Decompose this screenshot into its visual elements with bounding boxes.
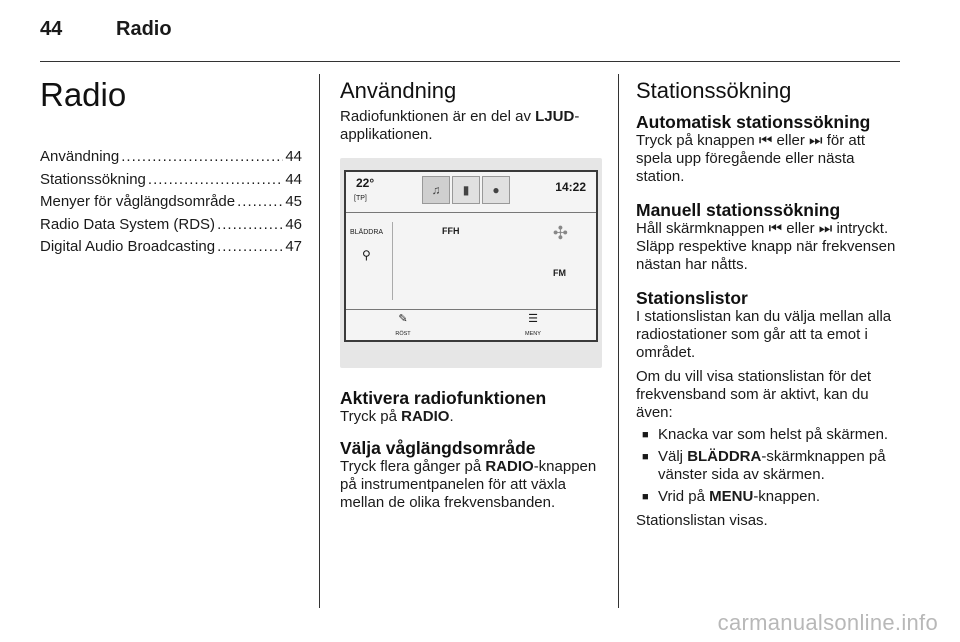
toc-column [40, 74, 302, 261]
status-bar [346, 172, 596, 213]
bottom-bar [346, 309, 596, 340]
toc-entry-page: 44 [285, 148, 302, 165]
toc-entry[interactable] [40, 238, 302, 261]
toc-entry-page: 44 [285, 170, 302, 188]
toc-entry-page: 47 [285, 238, 302, 255]
search-icon: ⚲ [362, 248, 371, 262]
browse-label: BLÄDDRA [350, 229, 384, 236]
list-item-text [658, 488, 820, 506]
lists-text-2: Om du vill visa stationslistan för det frekvensband som är aktivt, kan du även: [636, 368, 872, 421]
list-item-bold: BLÄDDRA [687, 448, 762, 465]
auto-text [636, 132, 904, 186]
phone-icon[interactable]: ▮ [452, 176, 480, 204]
band-text [340, 458, 602, 512]
toc-entry-page: 46 [285, 215, 302, 233]
usage-intro [340, 108, 602, 144]
chapter-title: Radio [116, 18, 172, 40]
toc-leader [121, 148, 283, 166]
menu-label: MENY [525, 331, 541, 337]
toc-entry[interactable] [40, 193, 302, 216]
manual-heading: Manuell stationssökning [636, 200, 841, 220]
lists-text-1: I stationslistan kan du välja mellan alla radiostationer som går att ta emot i området. [636, 308, 892, 361]
column-divider-2 [618, 74, 619, 608]
manual-text-1: Håll skärmknappen [636, 220, 769, 237]
list-item [636, 426, 904, 444]
toc-leader [217, 216, 283, 234]
toc-entry-page: 45 [285, 193, 302, 210]
panel-divider [392, 222, 393, 300]
list-item-text-end: -skärmknappen på vänster sida av skärmen. [658, 448, 886, 483]
toc-leader [237, 193, 283, 211]
activate-heading: Aktivera radiofunktionen [340, 388, 547, 408]
bullet-icon: ■ [642, 429, 649, 441]
infotainment-screen-image [340, 158, 602, 368]
bullet-icon: ■ [642, 451, 649, 463]
bullet-icon: ■ [642, 491, 649, 503]
page-number: 44 [40, 18, 63, 40]
activate-text [340, 408, 602, 426]
usage-column [340, 74, 602, 512]
closing-text: Stationslistan visas. [636, 512, 768, 529]
auto-section [636, 112, 904, 186]
list-item-text-end: -knappen. [753, 488, 821, 505]
manual-text-2: eller [782, 220, 819, 237]
toc-entry[interactable] [40, 216, 302, 239]
auto-text-2: eller [772, 132, 810, 149]
voice-label: RÖST [395, 331, 411, 337]
intro-text: Radiofunktionen är en del av [340, 108, 536, 125]
band-indicator: FM [553, 268, 566, 278]
toc-leader [217, 238, 283, 256]
auto-text-3: för att spela upp föregående eller nästa station. [636, 132, 866, 185]
search-heading: Stationssökning [636, 78, 792, 103]
band-heading: Välja våglängdsområde [340, 438, 536, 458]
music-icon[interactable]: ♫ [422, 176, 450, 204]
activate-text-end: . [449, 408, 454, 425]
menu-button[interactable] [518, 313, 548, 343]
watermark: carmanualsonline.info [717, 610, 938, 635]
list-item-text [658, 448, 904, 484]
tp-indicator: [TP] [354, 195, 367, 202]
band-bold: RADIO [485, 458, 534, 475]
section-title: Radio [40, 76, 127, 113]
station-name: FFH [442, 226, 460, 236]
voice-button[interactable] [388, 313, 418, 343]
menu-icon: ☰ [528, 313, 538, 325]
list-item-text: Knacka var som helst på skärmen. [658, 426, 889, 443]
band-text-start: Tryck flera gånger på [340, 458, 486, 475]
auto-heading: Automatisk stationssökning [636, 112, 871, 132]
previous-icon: ⏮ [768, 220, 783, 237]
clock: 14:22 [555, 180, 586, 194]
list-item [636, 488, 904, 506]
toc-entry-label: Digital Audio Broadcasting [40, 238, 216, 255]
list-item-bold: MENU [709, 488, 754, 505]
toc-entry[interactable] [40, 171, 302, 194]
screen-display [344, 170, 598, 342]
manual-text [636, 220, 904, 274]
header-divider [40, 61, 900, 62]
previous-icon: ⏮ [758, 132, 773, 149]
tuning-dial-icon[interactable]: ✣ [552, 223, 568, 243]
browse-button[interactable] [350, 224, 383, 264]
list-item-text-start: Vrid på [658, 488, 710, 505]
toc-leader [148, 171, 283, 189]
next-icon: ⏭ [818, 220, 833, 237]
toc-entry-label: Radio Data System (RDS) [40, 215, 216, 233]
auto-text-1: Tryck på knappen [636, 132, 759, 149]
column-divider-1 [319, 74, 320, 608]
info-icon[interactable]: ● [482, 176, 510, 204]
voice-icon: ✎ [398, 313, 408, 325]
activate-section [340, 388, 602, 426]
lists-heading: Stationslistor [636, 288, 748, 308]
activate-bold: RADIO [401, 408, 450, 425]
manual-section [636, 200, 904, 274]
band-section [340, 438, 602, 512]
temperature: 22° [356, 176, 375, 190]
next-icon: ⏭ [809, 132, 823, 149]
toc-entry[interactable] [40, 148, 302, 171]
manual-text-3: intryckt. Släpp respektive knapp när frekvensen nästan har nåtts. [636, 220, 896, 273]
band-text-end: -knappen på instrumentpanelen för att växla mellan de olika frekvensbanden. [340, 458, 597, 511]
activate-text-start: Tryck på [340, 408, 402, 425]
toc-entry-label: Stationssökning [40, 170, 146, 188]
list-item-text-start: Välj [658, 448, 688, 465]
intro-text-end: -applikationen. [340, 108, 580, 143]
list-item [636, 448, 904, 484]
table-of-contents [40, 148, 302, 261]
search-column [636, 74, 904, 530]
toc-entry-label: Menyer för våglängdsområde [40, 193, 236, 210]
lists-section [636, 288, 904, 530]
intro-bold: LJUD [535, 108, 575, 125]
usage-heading: Användning [340, 78, 457, 103]
toc-entry-label: Användning [40, 148, 120, 165]
